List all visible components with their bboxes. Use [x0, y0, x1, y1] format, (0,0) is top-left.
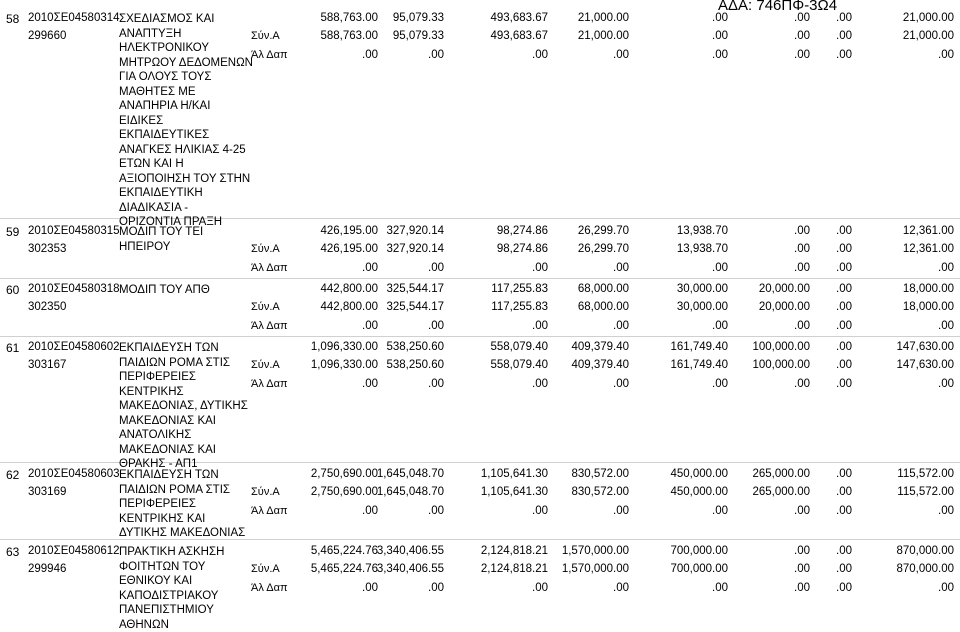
syn-line [0, 486, 960, 502]
amount-cell: 20,000.00 [759, 301, 810, 313]
amount-cell: 161,749.40 [670, 359, 728, 371]
description-line: ΑΘΗΝΩΝ [119, 618, 264, 632]
amount-cell: 147,630.00 [896, 359, 954, 371]
project-code: 2010ΣΕ04580612 [28, 545, 120, 557]
amount-cell: .00 [938, 49, 954, 61]
description-line: ΦΟΙΤΗΤΩΝ ΤΟΥ [119, 560, 264, 575]
amount-cell: .00 [428, 49, 444, 61]
amount-cell: .00 [794, 582, 810, 594]
amount-cell: .00 [532, 378, 548, 390]
description-line: ΠΑΙΔΙΩΝ ΡΟΜΑ ΣΤΙΣ [119, 483, 264, 498]
allo-line [0, 582, 960, 598]
amount-cell: 68,000.00 [578, 301, 629, 313]
description-line: ΜΗΤΡΩΟΥ ΔΕΔΟΜΕΝΩΝ [119, 56, 264, 71]
amount-cell: 870,000.00 [896, 545, 954, 557]
amount-cell: .00 [794, 12, 810, 24]
row-separator [0, 278, 960, 279]
description-line: ΜΑΘΗΤΕΣ ΜΕ [119, 85, 264, 100]
amount-cell: 95,079.33 [393, 12, 444, 24]
amount-cell: 3,340,406.55 [377, 545, 444, 557]
amount-cell: .00 [428, 582, 444, 594]
amount-cell: 5,465,224.76 [311, 545, 378, 557]
amount-cell: 13,938.70 [677, 243, 728, 255]
amount-cell: .00 [938, 262, 954, 274]
project-code: 2010ΣΕ04580314 [28, 12, 120, 24]
amount-cell: .00 [532, 582, 548, 594]
description-line: ΜΑΚΕΔΟΝΙΑΣ, ΔΥΤΙΚΗΣ [119, 399, 264, 414]
amount-cell: 558,079.40 [490, 341, 548, 353]
syn-line [0, 243, 960, 259]
amount-cell: .00 [794, 30, 810, 42]
syn-line [0, 30, 960, 46]
amount-cell: 830,572.00 [571, 486, 629, 498]
project-code: 2010ΣΕ04580315 [28, 225, 120, 237]
row-index: 62 [6, 468, 19, 482]
amount-cell: .00 [613, 378, 629, 390]
amount-cell: .00 [532, 505, 548, 517]
amount-cell: 117,255.83 [491, 283, 548, 295]
amount-cell: 21,000.00 [903, 30, 954, 42]
amount-cell: .00 [362, 378, 378, 390]
description-line: ΠΡΑΚΤΙΚΗ ΑΣΚΗΣΗ [119, 545, 264, 560]
amount-cell: 450,000.00 [670, 486, 728, 498]
amount-cell: .00 [938, 378, 954, 390]
description-line: ΜΟΔΙΠ ΤΟΥ ΑΠΘ [119, 283, 264, 298]
amount-cell: 100,000.00 [752, 341, 810, 353]
amount-cell: .00 [836, 545, 852, 557]
amount-cell: .00 [836, 486, 852, 498]
allo-label: Άλ Δαπ [251, 582, 288, 594]
description-line: ΗΛΕΚΤΡΟΝΙΚΟΥ [119, 41, 264, 56]
amount-cell: .00 [836, 320, 852, 332]
amount-cell: .00 [836, 243, 852, 255]
amount-cell: .00 [794, 378, 810, 390]
description-line: ΕΚΠΑΙΔΕΥΣΗ ΤΩΝ [119, 341, 264, 356]
amount-cell: .00 [712, 582, 728, 594]
amount-cell: .00 [532, 49, 548, 61]
amount-cell: 450,000.00 [670, 468, 728, 480]
project-kae: 303167 [28, 359, 66, 371]
allo-label: Άλ Δαπ [251, 49, 288, 61]
amount-cell: .00 [794, 49, 810, 61]
syn-label: Σύν.Α [251, 301, 280, 313]
amount-cell: 2,124,818.21 [481, 563, 548, 575]
amount-cell: 2,124,818.21 [481, 545, 548, 557]
amount-cell: .00 [362, 505, 378, 517]
amount-cell: .00 [613, 262, 629, 274]
main-line [0, 545, 960, 561]
main-line [0, 341, 960, 357]
amount-cell: .00 [532, 320, 548, 332]
description-line: ΠΑΝΕΠΙΣΤΗΜΙΟΥ [119, 603, 264, 618]
project-code: 2010ΣΕ04580318 [28, 283, 120, 295]
project-kae: 302350 [28, 301, 66, 313]
amount-cell: 409,379.40 [571, 359, 629, 371]
amount-cell: 98,274.86 [497, 243, 548, 255]
amount-cell: 327,920.14 [386, 225, 444, 237]
amount-cell: 327,920.14 [386, 243, 444, 255]
row-index: 61 [6, 341, 19, 355]
project-kae: 303169 [28, 486, 66, 498]
syn-line [0, 359, 960, 375]
amount-cell: 18,000.00 [903, 283, 954, 295]
project-kae: 299660 [28, 30, 66, 42]
amount-cell: 538,250.60 [386, 359, 444, 371]
amount-cell: 26,299.70 [578, 225, 629, 237]
amount-cell: .00 [794, 545, 810, 557]
allo-line [0, 262, 960, 278]
amount-cell: .00 [428, 378, 444, 390]
amount-cell: 100,000.00 [752, 359, 810, 371]
amount-cell: .00 [362, 320, 378, 332]
amount-cell: .00 [712, 262, 728, 274]
amount-cell: .00 [938, 320, 954, 332]
amount-cell: 26,299.70 [578, 243, 629, 255]
allo-label: Άλ Δαπ [251, 320, 288, 332]
amount-cell: 1,570,000.00 [562, 545, 629, 557]
description-line: ΑΝΑΤΟΛΙΚΗΣ [119, 428, 264, 443]
amount-cell: 18,000.00 [903, 301, 954, 313]
amount-cell: .00 [794, 505, 810, 517]
ada-number: ΑΔΑ: 746ΠΦ-3Ω4 [718, 0, 837, 14]
amount-cell: .00 [794, 320, 810, 332]
syn-line [0, 563, 960, 579]
amount-cell: 588,763.00 [320, 12, 378, 24]
amount-cell: .00 [836, 49, 852, 61]
amount-cell: .00 [836, 12, 852, 24]
description-line: ΑΝΑΠΤΥΞΗ [119, 27, 264, 42]
amount-cell: .00 [613, 582, 629, 594]
main-line [0, 283, 960, 299]
amount-cell: 493,683.67 [490, 30, 548, 42]
project-code: 2010ΣΕ04580603 [28, 468, 120, 480]
amount-cell: 30,000.00 [677, 301, 728, 313]
amount-cell: 1,645,048.70 [377, 486, 444, 498]
description-line: ΚΑΠΟΔΙΣΤΡΙΑΚΟΥ [119, 589, 264, 604]
amount-cell: .00 [836, 225, 852, 237]
amount-cell: .00 [794, 563, 810, 575]
amount-cell: 1,105,641.30 [481, 486, 548, 498]
amount-cell: .00 [836, 468, 852, 480]
description-line: ΜΑΚΕΔΟΝΙΑΣ ΚΑΙ [119, 414, 264, 429]
amount-cell: .00 [794, 225, 810, 237]
amount-cell: 265,000.00 [752, 486, 810, 498]
amount-cell: 30,000.00 [677, 283, 728, 295]
main-line [0, 468, 960, 484]
description-line: ΘΡΑΚΗΣ - ΑΠ1 [119, 457, 264, 472]
description-line: ΔΙΑΔΙΚΑΣΙΑ - [119, 201, 264, 216]
allo-label: Άλ Δαπ [251, 262, 288, 274]
amount-cell: .00 [613, 320, 629, 332]
amount-cell: .00 [712, 505, 728, 517]
amount-cell: 2,750,690.00 [311, 486, 378, 498]
amount-cell: 161,749.40 [670, 341, 728, 353]
description-line: ΔΥΤΙΚΗΣ ΜΑΚΕΔΟΝΙΑΣ [119, 526, 264, 541]
description-line: ΕΚΠΑΙΔΕΥΤΙΚΗ [119, 186, 264, 201]
description-line: ΜΑΚΕΔΟΝΙΑΣ ΚΑΙ [119, 443, 264, 458]
amount-cell: 20,000.00 [759, 283, 810, 295]
allo-label: Άλ Δαπ [251, 505, 288, 517]
amount-cell: .00 [836, 301, 852, 313]
description-line: ΓΙΑ ΟΛΟΥΣ ΤΟΥΣ [119, 70, 264, 85]
amount-cell: 493,683.67 [490, 12, 548, 24]
project-kae: 302353 [28, 243, 66, 255]
amount-cell: .00 [712, 320, 728, 332]
amount-cell: 21,000.00 [903, 12, 954, 24]
amount-cell: 117,255.83 [491, 301, 548, 313]
amount-cell: .00 [938, 505, 954, 517]
allo-label: Άλ Δαπ [251, 378, 288, 390]
description-line: ΗΠΕΙΡΟΥ [119, 240, 264, 255]
amount-cell: .00 [836, 262, 852, 274]
amount-cell: 558,079.40 [490, 359, 548, 371]
amount-cell: .00 [712, 30, 728, 42]
amount-cell: .00 [938, 582, 954, 594]
amount-cell: 98,274.86 [497, 225, 548, 237]
description-line: ΠΕΡΙΦΕΡΕΙΕΣ [119, 370, 264, 385]
amount-cell: .00 [836, 283, 852, 295]
amount-cell: .00 [613, 49, 629, 61]
row-separator [0, 336, 960, 337]
syn-label: Σύν.Α [251, 30, 280, 42]
amount-cell: .00 [836, 505, 852, 517]
amount-cell: .00 [362, 49, 378, 61]
amount-cell: .00 [836, 582, 852, 594]
description-line: ΠΕΡΙΦΕΡΕΙΕΣ [119, 497, 264, 512]
amount-cell: 12,361.00 [903, 243, 954, 255]
amount-cell: 538,250.60 [386, 341, 444, 353]
amount-cell: 1,096,330.00 [311, 359, 378, 371]
amount-cell: .00 [794, 243, 810, 255]
amount-cell: 265,000.00 [752, 468, 810, 480]
amount-cell: 700,000.00 [670, 545, 728, 557]
amount-cell: 115,572.00 [897, 468, 954, 480]
amount-cell: 68,000.00 [578, 283, 629, 295]
amount-cell: .00 [712, 378, 728, 390]
syn-line [0, 301, 960, 317]
description-line: ΚΕΝΤΡΙΚΗΣ [119, 385, 264, 400]
amount-cell: 115,572.00 [897, 486, 954, 498]
amount-cell: .00 [362, 262, 378, 274]
amount-cell: .00 [428, 262, 444, 274]
syn-label: Σύν.Α [251, 563, 280, 575]
amount-cell: 1,645,048.70 [377, 468, 444, 480]
description-line: ΑΝΑΠΗΡΙΑ Η/ΚΑΙ [119, 99, 264, 114]
amount-cell: .00 [712, 12, 728, 24]
description-line: ΜΟΔΙΠ ΤΟΥ ΤΕΙ [119, 225, 264, 240]
amount-cell: 442,800.00 [320, 301, 378, 313]
amount-cell: .00 [836, 359, 852, 371]
allo-line [0, 505, 960, 521]
amount-cell: .00 [836, 341, 852, 353]
description-line: ΕΘΝΙΚΟΥ ΚΑΙ [119, 574, 264, 589]
amount-cell: 1,096,330.00 [311, 341, 378, 353]
amount-cell: .00 [836, 30, 852, 42]
amount-cell: 5,465,224.76 [311, 563, 378, 575]
project-kae: 299946 [28, 563, 66, 575]
amount-cell: 13,938.70 [677, 225, 728, 237]
description-line: ΕΙΔΙΚΕΣ [119, 114, 264, 129]
amount-cell: .00 [836, 378, 852, 390]
amount-cell: 830,572.00 [571, 468, 629, 480]
description-line: ΑΝΑΓΚΕΣ ΗΛΙΚΙΑΣ 4-25 [119, 143, 264, 158]
amount-cell: .00 [613, 505, 629, 517]
description-line: ΠΑΙΔΙΩΝ ΡΟΜΑ ΣΤΙΣ [119, 356, 264, 371]
amount-cell: .00 [836, 563, 852, 575]
amount-cell: 442,800.00 [320, 283, 378, 295]
amount-cell: 95,079.33 [393, 30, 444, 42]
description-line: ΟΡΙΖΟΝΤΙΑ ΠΡΑΞΗ [119, 215, 264, 230]
description-line: ΕΚΠΑΙΔΕΥΣΗ ΤΩΝ [119, 468, 264, 483]
allo-line [0, 378, 960, 394]
amount-cell: 1,105,641.30 [481, 468, 548, 480]
amount-cell: 409,379.40 [571, 341, 629, 353]
allo-line [0, 320, 960, 336]
amount-cell: 325,544.17 [386, 301, 444, 313]
description-line: ΕΤΩΝ ΚΑΙ Η [119, 157, 264, 172]
amount-cell: .00 [428, 505, 444, 517]
description-line: ΑΞΙΟΠΟΙΗΣΗ ΤΟΥ ΣΤΗΝ [119, 172, 264, 187]
amount-cell: .00 [428, 320, 444, 332]
main-line [0, 225, 960, 241]
syn-label: Σύν.Α [251, 359, 280, 371]
amount-cell: .00 [794, 262, 810, 274]
syn-label: Σύν.Α [251, 486, 280, 498]
amount-cell: 21,000.00 [578, 12, 629, 24]
amount-cell: 12,361.00 [903, 225, 954, 237]
row-index: 58 [6, 12, 19, 26]
amount-cell: 2,750,690.00 [311, 468, 378, 480]
main-line [0, 12, 960, 28]
amount-cell: 21,000.00 [578, 30, 629, 42]
description-line: ΕΚΠΑΙΔΕΥΤΙΚΕΣ [119, 128, 264, 143]
amount-cell: .00 [532, 262, 548, 274]
amount-cell: 147,630.00 [896, 341, 954, 353]
description-line: ΚΕΝΤΡΙΚΗΣ ΚΑΙ [119, 512, 264, 527]
description-line: ΣΧΕΔΙΑΣΜΟΣ ΚΑΙ [119, 12, 264, 27]
allo-line [0, 49, 960, 65]
syn-label: Σύν.Α [251, 243, 280, 255]
amount-cell: 426,195.00 [320, 243, 378, 255]
row-index: 60 [6, 283, 19, 297]
amount-cell: 325,544.17 [386, 283, 444, 295]
amount-cell: .00 [712, 49, 728, 61]
amount-cell: 700,000.00 [670, 563, 728, 575]
amount-cell: 588,763.00 [320, 30, 378, 42]
row-index: 63 [6, 545, 19, 559]
amount-cell: .00 [362, 582, 378, 594]
project-code: 2010ΣΕ04580602 [28, 341, 120, 353]
amount-cell: 426,195.00 [320, 225, 378, 237]
amount-cell: 1,570,000.00 [562, 563, 629, 575]
amount-cell: 3,340,406.55 [377, 563, 444, 575]
amount-cell: 870,000.00 [896, 563, 954, 575]
row-index: 59 [6, 225, 19, 239]
